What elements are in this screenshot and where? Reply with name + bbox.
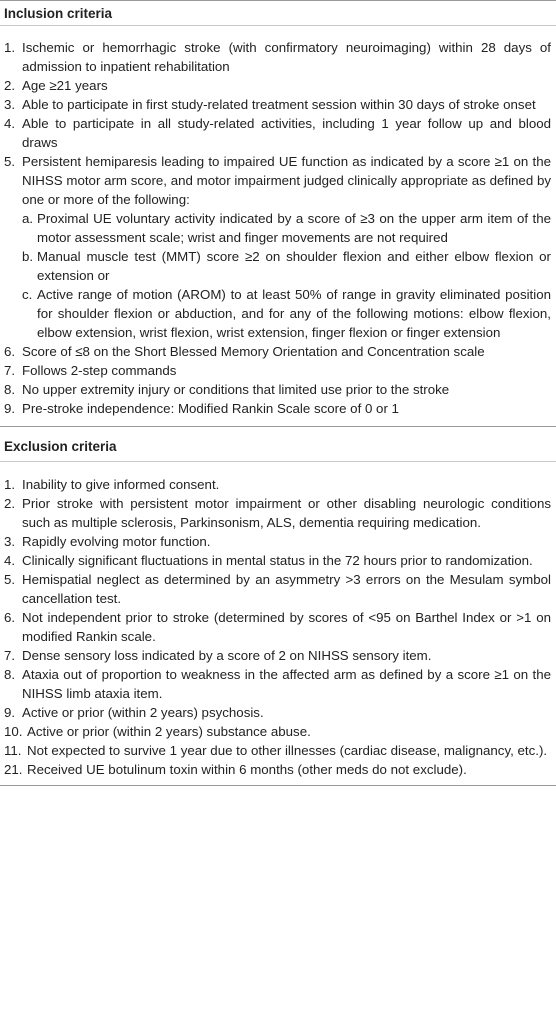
item-text: Persistent hemiparesis leading to impaired UE function as indicated by a score ≥1 on the NIHSS motor arm score, and motor impairment judged clinically appropriate as defined by one or more of the following:: [22, 154, 551, 207]
item-text: Prior stroke with persistent motor impairment or other disabling neurologic conditions such as multiple sclerosis, Parkinsonism, ALS, dementia requiring medication.: [22, 496, 551, 530]
item-text: Manual muscle test (MMT) score ≥2 on shoulder flexion and either elbow flexion or extension or: [37, 249, 551, 283]
item-number: 21.: [4, 762, 23, 777]
item-number: 9.: [4, 705, 16, 720]
list-item: [4, 380, 552, 399]
item-number: 4.: [4, 553, 16, 568]
item-text: Active or prior (within 2 years) substance abuse.: [27, 724, 311, 739]
exclusion-body: [0, 462, 556, 785]
item-text: Proximal UE voluntary activity indicated by a score of ≥3 on the upper arm item of the motor assessment scale; wrist and finger movements are not required: [37, 211, 551, 245]
item-letter: a.: [22, 211, 34, 226]
item-number: 7.: [4, 648, 16, 663]
item-text: Inability to give informed consent.: [22, 477, 220, 492]
item-text: Not independent prior to stroke (determined by scores of <95 on Barthel Index or >1 on modified Rankin scale.: [22, 610, 551, 644]
item-number: 6.: [4, 344, 16, 359]
list-item: [4, 722, 552, 741]
inclusion-list: [4, 38, 552, 418]
list-item: [4, 38, 552, 76]
list-item: [4, 760, 552, 779]
item-number: 2.: [4, 496, 16, 511]
item-text: Active or prior (within 2 years) psychosis.: [22, 705, 264, 720]
list-item: [4, 76, 552, 95]
item-number: 4.: [4, 116, 16, 131]
item-number: 3.: [4, 97, 16, 112]
item-text: Dense sensory loss indicated by a score of 2 on NIHSS sensory item.: [22, 648, 432, 663]
list-item: [4, 152, 552, 209]
item-number: 8.: [4, 667, 16, 682]
item-text: Clinically significant fluctuations in mental status in the 72 hours prior to randomization.: [22, 553, 533, 568]
item-number: 6.: [4, 610, 16, 625]
item-text: Able to participate in first study-related treatment session within 30 days of stroke onset: [22, 97, 536, 112]
item-text: Pre-stroke independence: Modified Rankin Scale score of 0 or 1: [22, 401, 399, 416]
item-text: Rapidly evolving motor function.: [22, 534, 211, 549]
item-number: 5.: [4, 154, 16, 169]
item-number: 3.: [4, 534, 16, 549]
sub-list-item: [4, 209, 552, 247]
item-number: 11.: [4, 743, 22, 758]
list-item: [4, 646, 552, 665]
item-number: 1.: [4, 40, 16, 55]
list-item: [4, 361, 552, 380]
item-number: 7.: [4, 363, 16, 378]
list-item: [4, 114, 552, 152]
item-number: 10.: [4, 724, 23, 739]
item-text: Ischemic or hemorrhagic stroke (with confirmatory neuroimaging) within 28 days of admission to inpatient rehabilitation: [22, 40, 551, 74]
bottom-rule: [0, 785, 556, 786]
list-item: [4, 399, 552, 418]
list-item: [4, 741, 552, 760]
sub-list-item: [4, 247, 552, 285]
list-item: [4, 551, 552, 570]
item-text: Follows 2-step commands: [22, 363, 177, 378]
item-number: 1.: [4, 477, 16, 492]
list-item: [4, 570, 552, 608]
list-item: [4, 703, 552, 722]
item-text: Score of ≤8 on the Short Blessed Memory Orientation and Concentration scale: [22, 344, 485, 359]
item-number: 8.: [4, 382, 16, 397]
inclusion-body: [0, 26, 556, 426]
item-text: Not expected to survive 1 year due to other illnesses (cardiac disease, malignancy, etc.).: [27, 743, 548, 758]
list-item: [4, 475, 552, 494]
item-text: Received UE botulinum toxin within 6 months (other meds do not exclude).: [27, 762, 467, 777]
inclusion-header: Inclusion criteria: [4, 6, 113, 21]
list-item: [4, 342, 552, 361]
exclusion-list: [4, 475, 552, 779]
item-text: No upper extremity injury or conditions that limited use prior to the stroke: [22, 382, 450, 397]
list-item: [4, 608, 552, 646]
item-text: Able to participate in all study-related activities, including 1 year follow up and blood draws: [22, 116, 551, 150]
list-item: [4, 494, 552, 532]
item-letter: c.: [22, 287, 33, 302]
list-item: [4, 95, 552, 114]
item-text: Ataxia out of proportion to weakness in the affected arm as defined by a score ≥1 on the NIHSS limb ataxia item.: [22, 667, 551, 701]
item-number: 5.: [4, 572, 16, 587]
item-number: 2.: [4, 78, 16, 93]
item-letter: b.: [22, 249, 34, 264]
sub-list-item: [4, 285, 552, 342]
list-item: [4, 665, 552, 703]
list-item: [4, 532, 552, 551]
item-text: Age ≥21 years: [22, 78, 108, 93]
item-text: Hemispatial neglect as determined by an asymmetry >3 errors on the Mesulam symbol cancellation test.: [22, 572, 551, 606]
item-text: Active range of motion (AROM) to at least 50% of range in gravity eliminated position for shoulder flexion or abduction, and for any of the following motions: elbow flexion, elbow extension, wrist flexion, wrist extension, finger flexion or finger extension: [37, 287, 551, 340]
exclusion-header: Exclusion criteria: [4, 439, 117, 454]
item-number: 9.: [4, 401, 16, 416]
